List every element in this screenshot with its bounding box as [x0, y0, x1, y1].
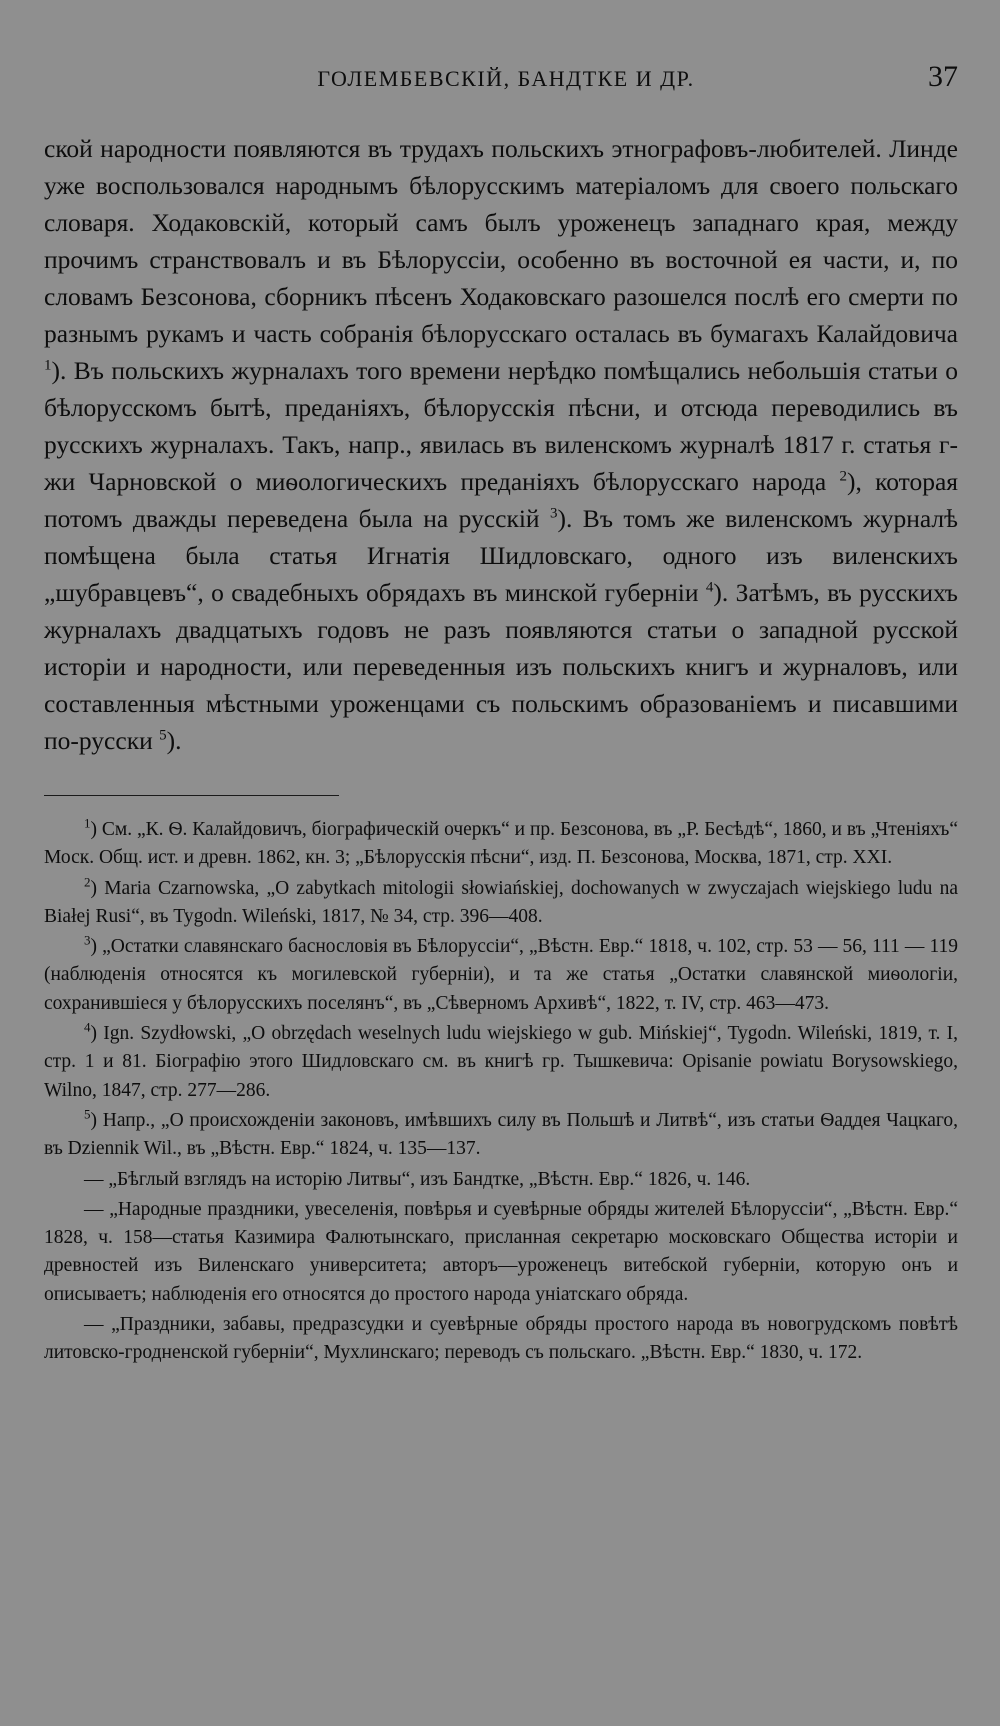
- footnote: [44, 1020, 958, 1105]
- text-segment: ). Въ польскихъ журналахъ того времени нерѣдко помѣщались небольшія статьи о бѣлорусскомъ бытѣ, преданіяхъ, бѣлорусскія пѣсни, и отсюда переводились въ русскихъ журналахъ. Такъ, напр., явилась въ виленскомъ журналѣ 1817 г. статья г-жи Чарновской о миѳологическихъ преданіяхъ бѣлорусскаго народа: [44, 356, 958, 496]
- footnote-continuation: [44, 1166, 958, 1194]
- page-header: [44, 60, 958, 100]
- footnote-divider: [44, 795, 339, 796]
- footnote: [44, 875, 958, 932]
- page-number: 37: [928, 60, 958, 93]
- footnote-ref[interactable]: 3: [550, 505, 558, 522]
- footnote: [44, 816, 958, 873]
- running-title: ГОЛЕМБЕВСКІЙ, БАНДТКЕ И ДР.: [317, 66, 695, 91]
- footnote-mark: 4: [84, 1019, 91, 1035]
- footnote-continuation: [44, 1196, 958, 1309]
- footnote-ref[interactable]: 2: [839, 468, 847, 485]
- text-segment: ).: [166, 726, 182, 755]
- footnote-text: — „Бѣглый взглядъ на исторію Литвы“, изъ Бандтке, „Вѣстн. Евр.“ 1826, ч. 146.: [84, 1168, 751, 1190]
- text-segment: ). Затѣмъ, въ русскихъ журналахъ двадцатыхъ годовъ не разъ появляются статьи о западной русской исторіи и народности, или переведенныя изъ польскихъ книгъ и журналовъ, или составленныя мѣстными уроженцами съ польскимъ образованіемъ и писавшими по-русски: [44, 578, 958, 755]
- footnote-ref[interactable]: 5: [159, 727, 167, 744]
- footnote-continuation: [44, 1311, 958, 1368]
- footnote-text: — „Праздники, забавы, предразсудки и суевѣрные обряды простого народа въ новогрудскомъ повѣтѣ литовско-гродненской губерніи“, Мухлинскаго; переводъ съ польскаго. „Вѣстн. Евр.“ 1830, ч. 172.: [44, 1314, 958, 1364]
- footnote-text: ) Maria Czarnowska, „O zabytkach mitologii słowiańskiej, dochowanych w zwyczajach wiejskiego ludu na Białej Rusi“, въ Tygodn. Wileński, 1817, № 34, стр. 396—408.: [44, 877, 958, 927]
- footnote-text: — „Народные праздники, увеселенія, повѣрья и суевѣрные обряды жителей Бѣлоруссіи“, „Вѣстн. Евр.“ 1828, ч. 158—статья Казимира Фалютынскаго, присланная секретарю московскаго Общества исторіи и древностей изъ Виленскаго университета; авторъ—уроженецъ витебской губерніи, которую онъ и описываетъ; наблюденія его относятся до простого народа уніатскаго обряда.: [44, 1198, 958, 1305]
- main-text: [44, 130, 958, 759]
- footnote: [44, 1107, 958, 1164]
- footnote-mark: 2: [84, 874, 91, 890]
- footnote-mark: 1: [84, 815, 91, 831]
- footnote-ref[interactable]: 1: [44, 357, 52, 374]
- footnote-text: ) Ign. Szydłowski, „O obrzędach weselnych ludu wiejskiego w gub. Mińskiej“, Tygodn. Wileński, 1819, т. I, стр. 1 и 81. Біографію этого Шидловскаго см. въ книгѣ гр. Тышкевича: Opisanie powiatu Borysowskiego, Wilno, 1847, стр. 277—286.: [44, 1023, 958, 1101]
- text-segment: ), которая потомъ дважды переведена была на русскій: [44, 467, 958, 533]
- footnote-mark: 3: [84, 932, 91, 948]
- footnotes: [44, 816, 958, 1368]
- main-paragraph: [44, 130, 958, 759]
- footnote-ref[interactable]: 4: [705, 579, 714, 596]
- text-segment: ской народности появляются въ трудахъ польскихъ этнографовъ-любителей. Линде уже воспользовался народнымъ бѣлорусскимъ матеріаломъ для своего польскаго словаря. Ходаковскій, который самъ былъ уроженецъ западнаго края, между прочимъ странствовалъ и въ Бѣлоруссіи, особенно въ восточной ея части, и, по словамъ Безсонова, сборникъ пѣсенъ Ходаковскаго разошелся послѣ его смерти по разнымъ рукамъ и часть собранія бѣлорусскаго осталась въ бумагахъ Калайдовича: [44, 134, 958, 348]
- footnote-text: ) Напр., „О происхожденіи законовъ, имѣвшихъ силу въ Польшѣ и Литвѣ“, изъ статьи Ѳаддея Чацкаго, въ Dziennik Wil., въ „Вѣстн. Евр.“ 1824, ч. 135—137.: [44, 1109, 958, 1160]
- footnote-mark: 5: [84, 1106, 91, 1122]
- text-segment: ). Въ томъ же виленскомъ журналѣ помѣщена была статья Игнатія Шидловскаго, одного изъ виленскихъ „шубравцевъ“, о свадебныхъ обрядахъ въ минской губерніи: [44, 504, 958, 607]
- footnote: [44, 933, 958, 1018]
- footnote-text: ) „Остатки славянскаго баснословія въ Бѣлоруссіи“, „Вѣстн. Евр.“ 1818, ч. 102, стр. 53 — 56, 111 — 119 (наблюденія относятся къ могилевской губерніи), и та же статья „Остатки славянской миѳологіи, сохранившіеся у бѣлорусскихъ поселянъ“, въ „Сѣверномъ Архивѣ“, 1822, т. IV, стр. 463—473.: [44, 936, 958, 1014]
- footnote-text: ) См. „К. Ѳ. Калайдовичъ, біографическій очеркъ“ и пр. Безсонова, въ „Р. Бесѣдѣ“, 1860, и въ „Чтеніяхъ“ Моск. Общ. ист. и древн. 1862, кн. 3; „Бѣлорусскія пѣсни“, изд. П. Безсонова, Москва, 1871, стр. XXI.: [44, 819, 958, 869]
